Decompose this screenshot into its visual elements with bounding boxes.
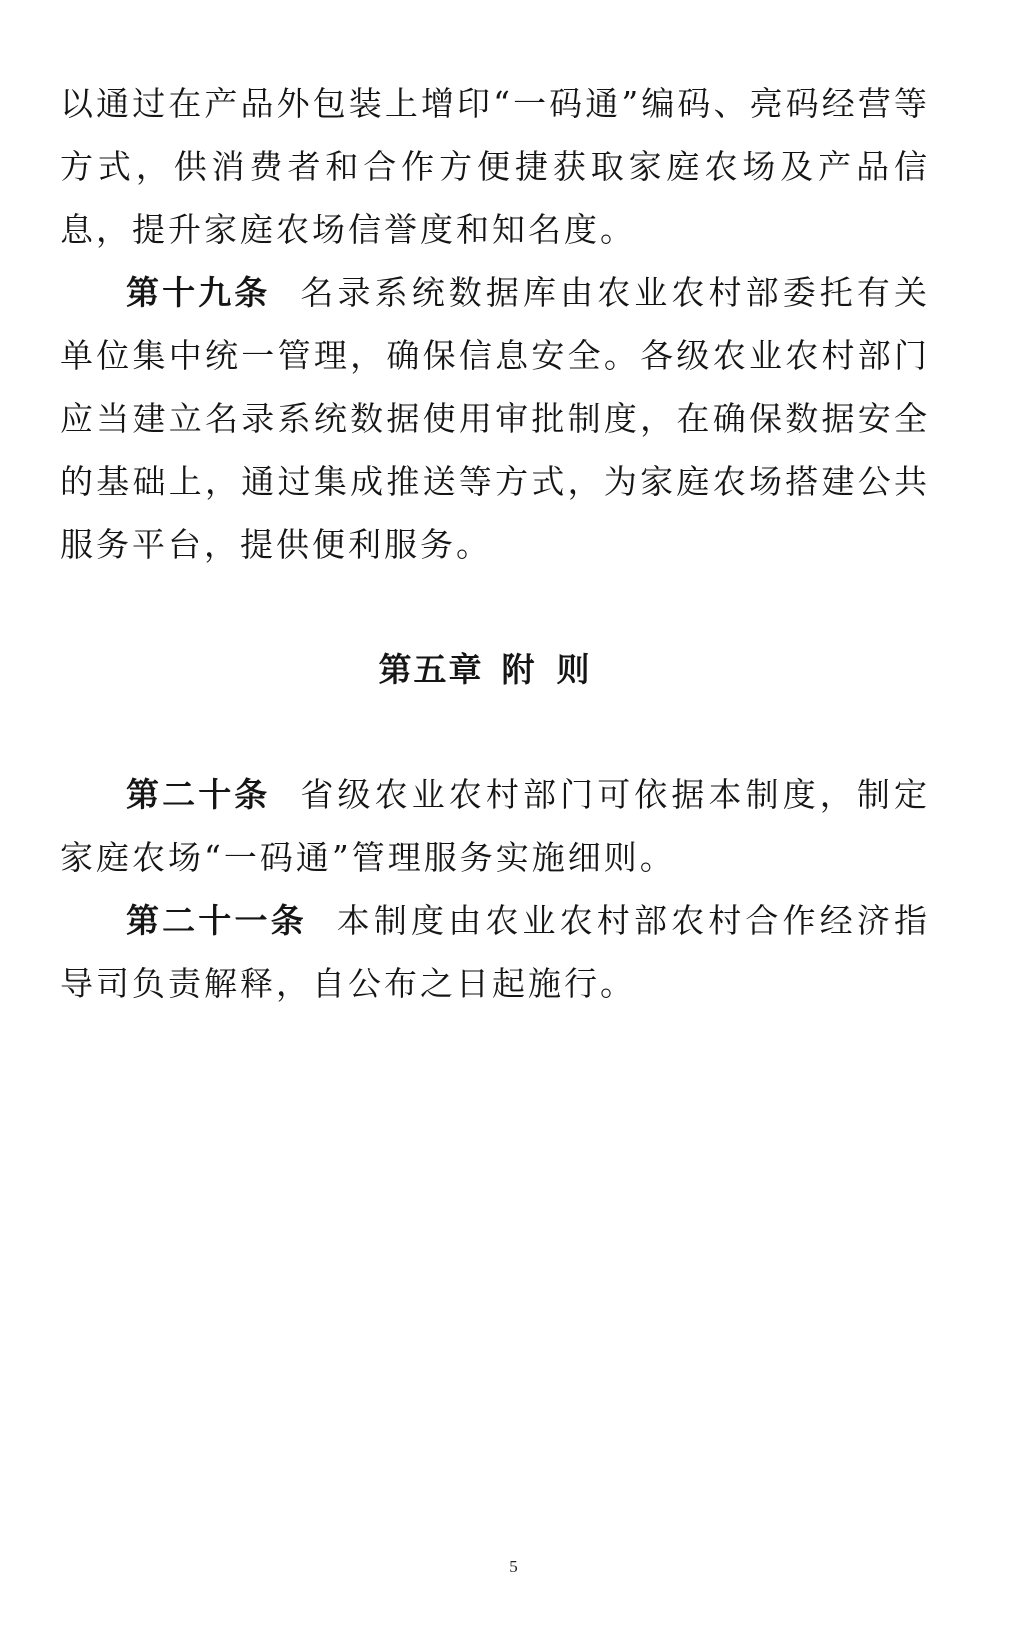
- spacer: [60, 576, 930, 638]
- chapter-number: 第五章: [378, 650, 484, 689]
- chapter-name: 附则: [501, 650, 612, 689]
- article-text: 本制度由农业农村部农村合作经济指导司负责解释，自公布之日起施行。: [60, 901, 930, 1003]
- article-20: [60, 763, 930, 889]
- article-number: 第二十一条: [126, 901, 307, 940]
- article-number: 第二十条: [126, 775, 271, 814]
- chapter-heading: [60, 638, 930, 701]
- article-21: [60, 889, 930, 1015]
- page-number: 5: [509, 1557, 518, 1576]
- page-content: [60, 72, 930, 1015]
- spacer: [60, 701, 930, 763]
- paragraph-text: 以通过在产品外包装上增印“一码通”编码、亮码经营等方式，供消费者和合作方便捷获取家庭农场及产品信息，提升家庭农场信誉度和知名度。: [60, 84, 930, 249]
- paragraph-continuation: [60, 72, 930, 261]
- article-19: [60, 261, 930, 576]
- article-text: 名录系统数据库由农业农村部委托有关单位集中统一管理，确保信息安全。各级农业农村部门应当建立名录系统数据使用审批制度，在确保数据安全的基础上，通过集成推送等方式，为家庭农场搭建公共服务平台，提供便利服务。: [60, 273, 931, 564]
- article-text: 省级农业农村部门可依据本制度，制定家庭农场“一码通”管理服务实施细则。: [60, 775, 931, 877]
- article-number: 第十九条: [126, 273, 271, 312]
